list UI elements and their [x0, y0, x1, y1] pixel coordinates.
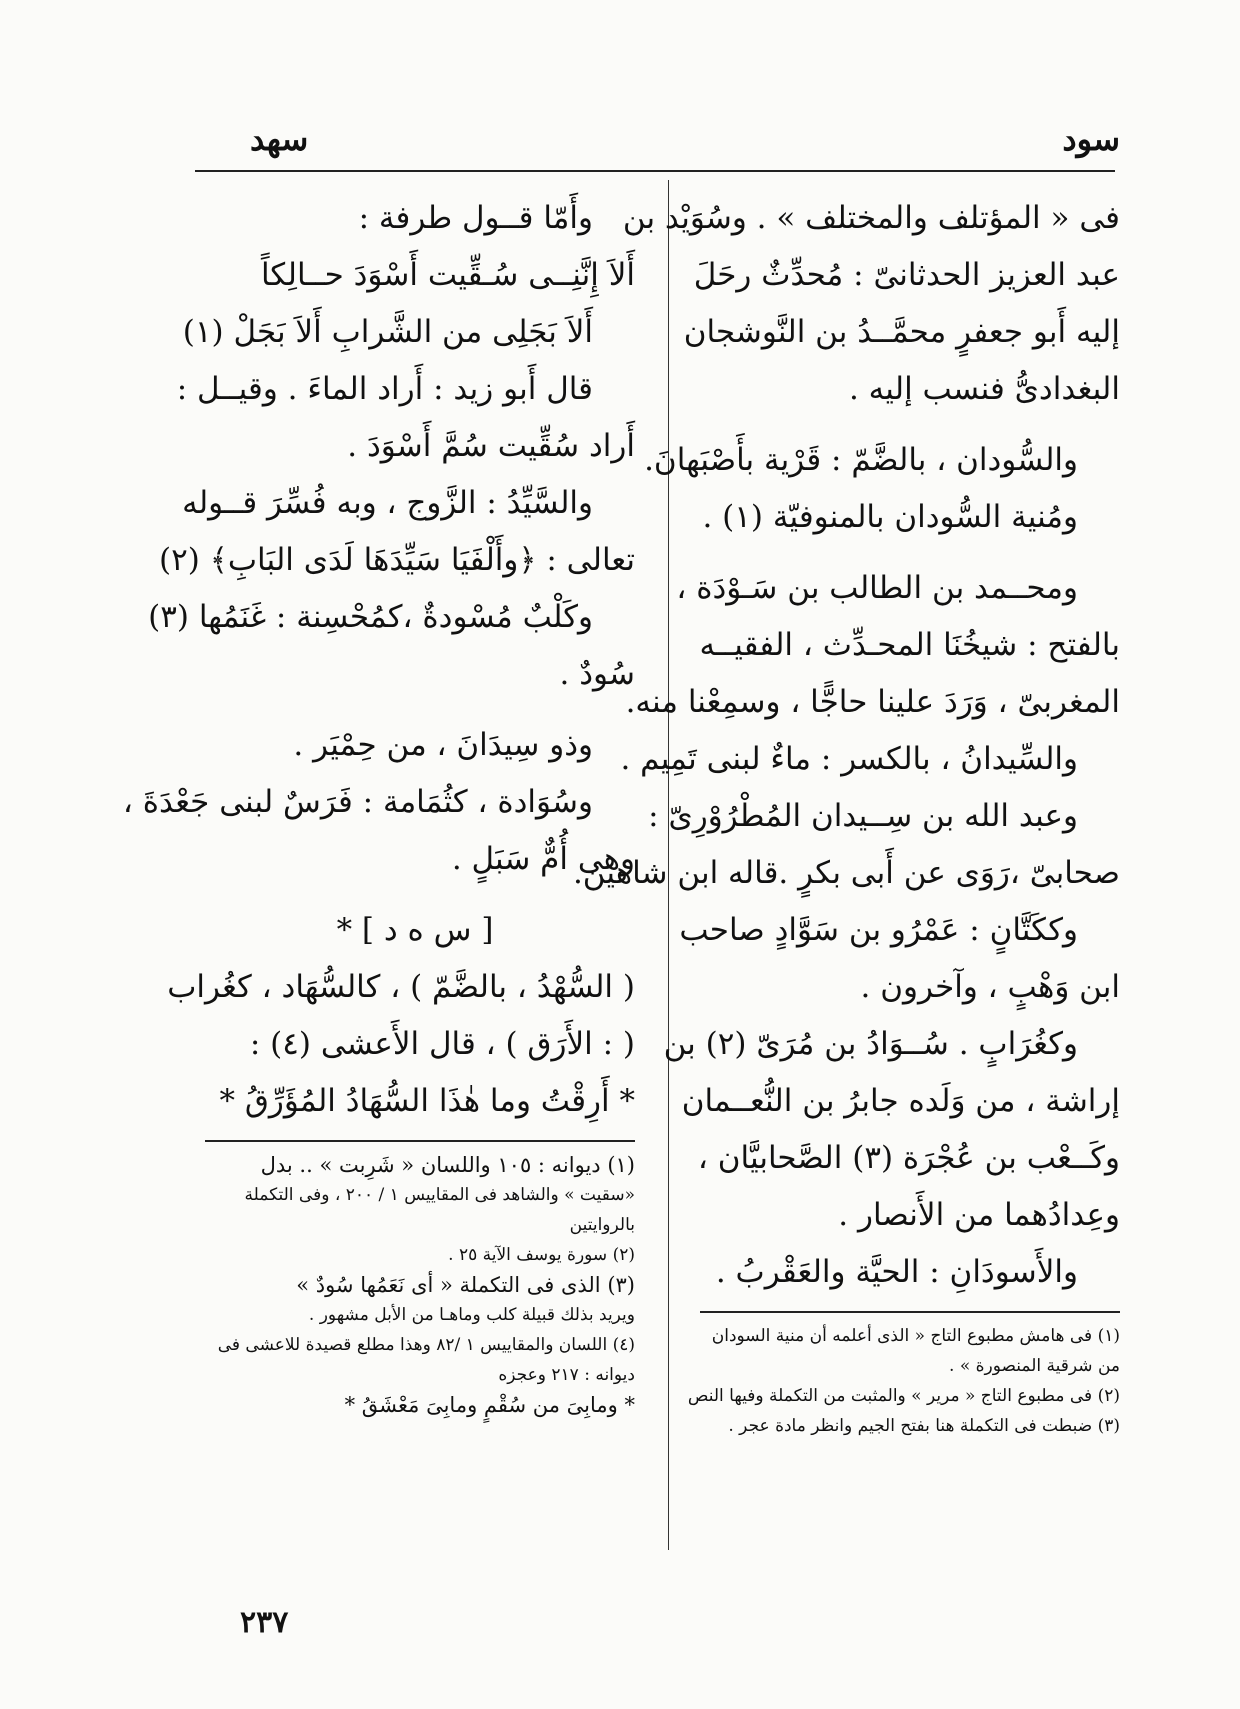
text-line: وعبد الله بن سِــيدان المُطْرُوْرِىّ : — [648, 798, 1078, 834]
footnote-line: (٣) ضبطت فى التكملة هنا بفتح الجيم وانظر مادة عجر . — [728, 1416, 1120, 1436]
footnote-line: (١) ديوانه : ١٠٥ واللسان « شَرِبت » .. بدل — [260, 1153, 635, 1177]
text-line: البغدادىُّ فنسب إليه . — [848, 371, 1120, 407]
text-line: قال أَبو زيد : أَراد الماءَ . وقيــل : — [176, 371, 593, 407]
text-line: وهى أُمٌّ سَبَلٍ . — [451, 841, 635, 877]
text-line: وعِدادُهما من الأَنصار . — [838, 1197, 1120, 1233]
text-line: وذو سِيدَانَ ، من حِمْيَر . — [293, 727, 593, 763]
text-line: وأَمّا قــول طرفة : — [358, 200, 593, 236]
text-line: المغربىّ ، وَرَدَ علينا حاجًّا ، وسمِعْنا منه. — [625, 684, 1120, 720]
text-line: وككَتَّانٍ : عَمْرُو بن سَوَّادٍ صاحب — [679, 912, 1078, 948]
header-rule — [195, 170, 1115, 172]
text-line: ومحــمد بن الطالب بن سَـوْدَة ، — [676, 570, 1078, 606]
footnote-line: (٢) سورة يوسف الآية ٢٥ . — [448, 1245, 635, 1265]
text-line: وسُوَادة ، كثُمَامة : فَرَسٌ لبنى جَعْدَةَ ، — [122, 784, 593, 820]
text-line: وكَــعْب بن عُجْرَة (٣) الصَّحابيَّان ، — [697, 1140, 1120, 1176]
text-line: إراشة ، من وَلَده جابرُ بن النُّعــمان — [681, 1083, 1120, 1119]
text-line: وكَلْبٌ مُسْودةٌ ،كمُحْسِنة : غَنَمُها (٣) — [148, 599, 593, 635]
footnote-line: من شرقية المنصورة » . — [949, 1356, 1120, 1376]
verse-line: * أَرِقْتُ وما هٰذَا السُّهَادُ المُؤَرِّقُ * — [219, 1083, 635, 1119]
text-line: والأَسودَانِ : الحيَّة والعَقْربُ . — [715, 1254, 1078, 1290]
footnote-line: * ومابِىَ من سُقْمٍ ومابِىَ مَعْشَقُ * — [344, 1393, 635, 1417]
left-column — [122, 190, 635, 1420]
text-line: والسُّودان ، بالضَّمّ : قَرْية بأَصْبَهانَ. — [644, 442, 1078, 478]
text-line: سُودٌ . — [559, 656, 635, 692]
text-line: أَراد سُقِّيت سُمَّ أَسْوَدَ . — [347, 428, 635, 464]
text-line: والسَّيِّدُ : الزَّوج ، وبه فُسِّرَ قــوله — [182, 485, 593, 521]
text-line: ( السُّهْدُ ، بالضَّمّ ) ، كالسُّهَاد ، كغُراب — [167, 969, 635, 1005]
footnote-rule — [700, 1311, 1120, 1313]
footnote-line: (٣) الذى فى التكملة « أى نَعَمُها سُودٌ » — [296, 1273, 635, 1297]
text-line: إليه أَبو جعفرٍ محمَّــدُ بن النَّوشجان — [683, 314, 1120, 350]
footnote-line: (٢) فى مطبوع التاج « مرير » والمثبت من التكملة وفيها النص — [687, 1386, 1120, 1406]
text-line: تعالى : ﴿وأَلْفَيَا سَيِّدَهَا لَدَى البَابِ﴾ (٢) — [159, 542, 635, 578]
text-line: ومُنية السُّودان بالمنوفيّة (١) . — [702, 499, 1078, 535]
footnote-line: (١) فى هامش مطبوع التاج « الذى أعلمه أن منية السودان — [711, 1326, 1120, 1346]
text-line: فى « المؤتلف والمختلف » . وسُوَيْد بن — [622, 200, 1120, 236]
text-line: بالفتح : شيخُنَا المحـدِّث ، الفقيــه — [699, 627, 1120, 663]
entry-heading: [ س ه د ] * — [336, 912, 494, 948]
footnote-line: ديوانه : ٢١٧ وعجزه — [498, 1365, 635, 1385]
verse-line: أَلاَ إِنَّنِــى سُـقِّيت أَسْوَدَ حــالِكاً — [260, 257, 635, 293]
text-line: وكغُرَابٍ . سُــوَادُ بن مُرَىّ (٢) بن — [663, 1026, 1078, 1062]
footnote-line: (٤) اللسان والمقاييس ١ /٨٢ وهذا مطلع قصيدة للاعشى فى — [217, 1335, 635, 1355]
text-line: ( : الأَرَق ) ، قال الأَعشى (٤) : — [249, 1026, 635, 1062]
text-line: والسِّيدانُ ، بالكسر : ماءٌ لبنى تَمِيم . — [620, 741, 1078, 777]
text-line: صحابىّ ،رَوَى عن أَبى بكرٍ .قاله ابن شاهين. — [572, 855, 1120, 891]
footnote-line: ويريد بذلك قبيلة كلب وماهـا من الأبل مشهور . — [308, 1305, 635, 1325]
running-header-left: سهد — [250, 120, 309, 158]
verse-line: أَلاَ بَجَلِى من الشَّرابِ أَلاَ بَجَلْ (١) — [182, 314, 593, 350]
footnote-rule — [205, 1140, 635, 1142]
page-number: ٢٣٧ — [240, 1605, 289, 1640]
footnote-line: بالروايتين — [569, 1215, 635, 1235]
running-header-right: سود — [1062, 120, 1120, 158]
footnote-line: «سقيت » والشاهد فى المقاييس ١ / ٢٠٠ ، وفى التكملة — [244, 1185, 635, 1205]
text-line: عبد العزيز الحدثانىّ : مُحدِّثٌ رحَلَ — [693, 257, 1120, 293]
text-line: ابن وَهْبٍ ، وآخرون . — [860, 969, 1120, 1005]
